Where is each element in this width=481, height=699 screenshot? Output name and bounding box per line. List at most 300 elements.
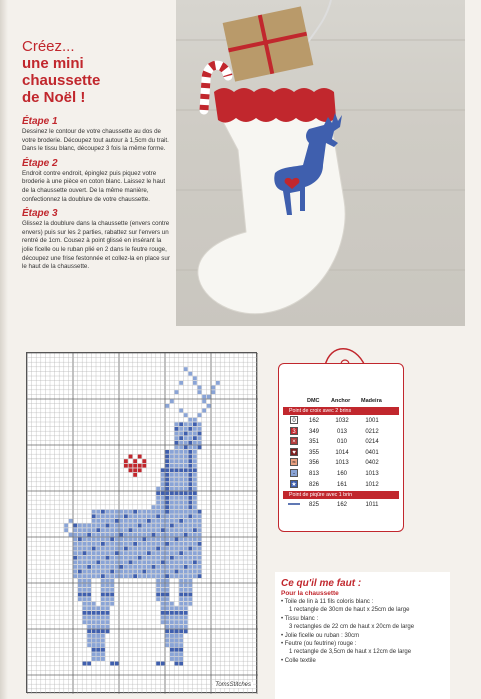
stitch-cell (73, 565, 77, 569)
stitch-cell (73, 542, 77, 546)
stitch-cell (198, 524, 202, 528)
key-dmc-value: 826 (308, 481, 319, 488)
stitch-cell (161, 519, 165, 523)
stitch-cell (175, 473, 179, 477)
stitch-cell (175, 510, 179, 514)
stitch-cell (188, 441, 192, 445)
stitch-cell (184, 464, 188, 468)
stitch-cell (188, 510, 192, 514)
stitch-cell (101, 533, 105, 537)
stitch-cell (179, 657, 183, 661)
stitch-cell (165, 537, 169, 541)
stitch-cell (165, 528, 169, 532)
stitch-cell (101, 643, 105, 647)
stitch-cell (202, 399, 206, 403)
stitch-cell (198, 432, 202, 436)
stitch-cell (92, 606, 96, 610)
stitch-cell (184, 542, 188, 546)
stitch-cell (188, 496, 192, 500)
stitch-cell (106, 593, 110, 597)
stitch-cell (188, 432, 192, 436)
stitch-cell (92, 620, 96, 624)
stitch-cell (64, 524, 68, 528)
stitch-cell (96, 551, 100, 555)
stitch-cell (92, 551, 96, 555)
stitch-cell (161, 597, 165, 601)
stitch-cell (179, 643, 183, 647)
stitch-cell (170, 505, 174, 509)
stitch-cell (142, 565, 146, 569)
stitch-cell (184, 560, 188, 564)
stitch-cell (110, 510, 114, 514)
stitch-cell (152, 556, 156, 560)
stitch-cell (161, 537, 165, 541)
stitch-cell (142, 459, 146, 463)
stitch-cell (129, 542, 133, 546)
stitch-cell (161, 533, 165, 537)
stitch-cell (170, 560, 174, 564)
stitch-cell (156, 528, 160, 532)
stitch-cell (129, 560, 133, 564)
stitch-cell (156, 551, 160, 555)
materials-item: 3 rectangles de 22 cm de haut x 20cm de large (289, 624, 415, 631)
stitch-cell (138, 551, 142, 555)
stitch-cell (184, 436, 188, 440)
stitch-cell (106, 551, 110, 555)
stitch-cell (184, 588, 188, 592)
stitch-cell (179, 445, 183, 449)
stitch-cell (161, 583, 165, 587)
stitch-cell (106, 579, 110, 583)
stitch-cell (129, 468, 133, 472)
stitch-cell (106, 606, 110, 610)
stitch-cell (92, 510, 96, 514)
key-band-backstitch: Point de piqûre avec 1 brin (283, 491, 399, 499)
stitch-cell (179, 487, 183, 491)
stocking-photo (176, 0, 465, 326)
key-row (279, 480, 403, 491)
stitch-cell (184, 482, 188, 486)
stitch-cell (124, 510, 128, 514)
key-row (279, 469, 403, 480)
stitch-cell (165, 643, 169, 647)
stitch-cell (115, 528, 119, 532)
stitch-cell (175, 547, 179, 551)
stitch-cell (106, 556, 110, 560)
stitch-cell (188, 519, 192, 523)
stitch-cell (106, 629, 110, 633)
stitch-cell (83, 547, 87, 551)
key-dmc-value: 355 (308, 449, 319, 456)
stitch-cell (188, 547, 192, 551)
stitch-cell (83, 565, 87, 569)
stitch-cell (170, 565, 174, 569)
stitch-cell (124, 514, 128, 518)
stitch-cell (138, 524, 142, 528)
stitch-cell (110, 519, 114, 523)
stitch-cell (165, 524, 169, 528)
stitch-cell (129, 510, 133, 514)
stitch-cell (193, 468, 197, 472)
stitch-cell (96, 519, 100, 523)
stitch-cell (161, 588, 165, 592)
stitch-cell (184, 616, 188, 620)
stitch-cell (165, 547, 169, 551)
stitch-cell (170, 487, 174, 491)
stitch-cell (175, 459, 179, 463)
stitch-cell (83, 611, 87, 615)
step-2-heading: Étape 2 (22, 157, 58, 169)
stitch-cell (170, 450, 174, 454)
materials-item: 1 rectangle de 3,5cm de haut x 12cm de large (289, 649, 412, 656)
stitch-cell (96, 537, 100, 541)
stitch-cell (73, 574, 77, 578)
stitch-cell (124, 565, 128, 569)
stitch-cell (142, 528, 146, 532)
stitch-cell (184, 625, 188, 629)
stitch-cell (106, 560, 110, 564)
stitch-cell (193, 510, 197, 514)
stitch-cell (179, 593, 183, 597)
stitch-cell (124, 464, 128, 468)
stitch-cell (179, 422, 183, 426)
stitch-cell (92, 570, 96, 574)
stitch-cell (87, 611, 91, 615)
stitch-cell (175, 620, 179, 624)
stitch-cell (106, 514, 110, 518)
stitch-cell (142, 464, 146, 468)
stitch-symbol-icon: 0 (290, 416, 298, 424)
stitch-cell (92, 514, 96, 518)
stitch-cell (106, 519, 110, 523)
stitch-cell (165, 501, 169, 505)
stitch-cell (78, 579, 82, 583)
stitch-cell (179, 455, 183, 459)
stitch-cell (198, 427, 202, 431)
stitch-cell (175, 455, 179, 459)
key-header-anchor: Anchor (331, 398, 351, 404)
stitch-cell (115, 514, 119, 518)
stitch-cell (138, 464, 142, 468)
stitch-cell (170, 528, 174, 532)
stitch-cell (184, 611, 188, 615)
stitch-cell (142, 570, 146, 574)
stitch-cell (179, 597, 183, 601)
stitch-cell (110, 514, 114, 518)
stitch-cell (147, 574, 151, 578)
stitch-cell (184, 505, 188, 509)
stitch-cell (184, 551, 188, 555)
stitch-cell (184, 441, 188, 445)
stitch-cell (101, 556, 105, 560)
stitch-cell (179, 459, 183, 463)
stitch-cell (188, 427, 192, 431)
stitch-cell (156, 491, 160, 495)
stitch-cell (198, 514, 202, 518)
stitch-cell (175, 501, 179, 505)
stitch-cell (175, 390, 179, 394)
stitch-cell (184, 478, 188, 482)
step-3-heading: Étape 3 (22, 208, 58, 220)
stitch-cell (179, 468, 183, 472)
stitch-cell (78, 583, 82, 587)
stitch-cell (152, 519, 156, 523)
stitch-cell (179, 537, 183, 541)
stitch-cell (188, 468, 192, 472)
stitch-cell (184, 629, 188, 633)
stitch-cell (193, 432, 197, 436)
stitch-cell (188, 597, 192, 601)
stitch-cell (193, 542, 197, 546)
stitch-cell (87, 629, 91, 633)
stitch-cell (193, 482, 197, 486)
stitch-cell (161, 565, 165, 569)
stitch-cell (175, 533, 179, 537)
stitch-cell (175, 556, 179, 560)
stitch-cell (188, 583, 192, 587)
stitch-cell (193, 519, 197, 523)
stitch-cell (87, 588, 91, 592)
stitch-cell (184, 450, 188, 454)
stitch-symbol-icon: - (290, 469, 298, 477)
stitch-cell (165, 542, 169, 546)
stitch-cell (156, 556, 160, 560)
stitch-cell (101, 616, 105, 620)
stitch-cell (87, 528, 91, 532)
stitch-cell (184, 597, 188, 601)
stitch-cell (142, 524, 146, 528)
stitch-cell (110, 556, 114, 560)
stitch-cell (133, 565, 137, 569)
stitch-cell (129, 528, 133, 532)
key-row (279, 416, 403, 427)
stitch-cell (87, 643, 91, 647)
stitch-cell (156, 537, 160, 541)
stitch-cell (193, 427, 197, 431)
stitch-cell (165, 634, 169, 638)
stitch-cell (175, 427, 179, 431)
stitch-cell (110, 574, 114, 578)
stitch-cell (184, 606, 188, 610)
stitch-cell (165, 570, 169, 574)
stitch-cell (96, 528, 100, 532)
stitch-cell (165, 519, 169, 523)
stitch-cell (115, 524, 119, 528)
stitch-cell (106, 565, 110, 569)
stitch-cell (96, 657, 100, 661)
stitch-cell (175, 657, 179, 661)
stitch-cell (188, 436, 192, 440)
stitch-cell (161, 611, 165, 615)
stitch-cell (83, 588, 87, 592)
stitch-cell (170, 459, 174, 463)
stitch-cell (138, 533, 142, 537)
stitch-cell (161, 556, 165, 560)
stitch-cell (184, 556, 188, 560)
stitch-cell (138, 556, 142, 560)
stitch-cell (138, 542, 142, 546)
stitch-cell (147, 542, 151, 546)
stitch-cell (138, 510, 142, 514)
stitch-cell (165, 639, 169, 643)
stitch-cell (170, 639, 174, 643)
stitch-cell (101, 560, 105, 564)
stitch-cell (188, 418, 192, 422)
key-anchor-value: 160 (336, 470, 347, 477)
stitch-cell (119, 519, 123, 523)
stitch-cell (179, 381, 183, 385)
stitch-cell (193, 491, 197, 495)
stitch-cell (165, 404, 169, 408)
stitch-cell (115, 510, 119, 514)
stitch-cell (170, 611, 174, 615)
stitch-cell (152, 574, 156, 578)
stitch-cell (179, 409, 183, 413)
stitch-cell (106, 620, 110, 624)
stitch-cell (165, 602, 169, 606)
stitch-cell (78, 524, 82, 528)
stitch-cell (106, 533, 110, 537)
stitch-cell (188, 422, 192, 426)
stitch-cell (106, 570, 110, 574)
chart-grid (27, 353, 258, 694)
stitch-cell (175, 625, 179, 629)
stitch-cell (110, 528, 114, 532)
stitch-cell (92, 643, 96, 647)
stitch-cell (133, 537, 137, 541)
key-row (279, 448, 403, 459)
stitch-cell (170, 620, 174, 624)
stitch-cell (96, 547, 100, 551)
stitch-cell (170, 542, 174, 546)
stitch-cell (198, 570, 202, 574)
stitch-cell (78, 528, 82, 532)
stitch-cell (179, 620, 183, 624)
stitch-cell (147, 556, 151, 560)
stitch-cell (184, 367, 188, 371)
stitch-cell (110, 533, 114, 537)
stitch-cell (188, 565, 192, 569)
stitch-cell (165, 478, 169, 482)
stitch-cell (142, 514, 146, 518)
stitch-cell (198, 386, 202, 390)
stitch-cell (119, 510, 123, 514)
stitch-cell (101, 514, 105, 518)
stitch-cell (152, 528, 156, 532)
stitch-cell (170, 556, 174, 560)
stitch-cell (161, 547, 165, 551)
stitch-cell (161, 560, 165, 564)
stitch-cell (193, 445, 197, 449)
stitch-cell (193, 478, 197, 482)
stitch-cell (188, 491, 192, 495)
stitch-cell (161, 473, 165, 477)
stitch-cell (101, 565, 105, 569)
stitch-cell (170, 464, 174, 468)
stitch-cell (179, 519, 183, 523)
stitch-cell (165, 464, 169, 468)
stitch-cell (161, 551, 165, 555)
stitch-cell (193, 450, 197, 454)
stitch-cell (73, 551, 77, 555)
stitch-cell (83, 537, 87, 541)
stitch-cell (119, 542, 123, 546)
stitch-cell (152, 505, 156, 509)
stitch-cell (87, 620, 91, 624)
stitch-cell (188, 478, 192, 482)
stitch-cell (170, 514, 174, 518)
stitch-cell (124, 556, 128, 560)
stitch-cell (179, 432, 183, 436)
stitch-cell (129, 519, 133, 523)
stitch-cell (106, 528, 110, 532)
key-anchor-value: 161 (336, 481, 347, 488)
cross-stitch-chart (26, 352, 257, 693)
stitch-cell (184, 445, 188, 449)
key-band-cross-stitch: Point de croix avec 2 brins (283, 407, 399, 415)
stitch-cell (175, 468, 179, 472)
stitch-cell (106, 625, 110, 629)
stitch-cell (106, 588, 110, 592)
materials-item: • Colle textile (281, 657, 316, 664)
stitch-cell (179, 482, 183, 486)
stitch-cell (188, 593, 192, 597)
stitch-cell (92, 629, 96, 633)
stitch-cell (101, 652, 105, 656)
stitch-symbol-icon: ≈ (290, 458, 298, 466)
stitch-cell (96, 560, 100, 564)
key-dmc-value: 162 (308, 418, 319, 424)
stitch-cell (124, 570, 128, 574)
stitch-cell (156, 514, 160, 518)
stitch-cell (110, 524, 114, 528)
stitch-cell (175, 551, 179, 555)
stitch-cell (133, 473, 137, 477)
stitch-cell (92, 547, 96, 551)
stitch-cell (106, 583, 110, 587)
stitch-cell (96, 556, 100, 560)
stitch-cell (138, 570, 142, 574)
stitch-cell (87, 542, 91, 546)
page-gutter (0, 0, 8, 699)
stitch-cell (87, 547, 91, 551)
stitch-cell (161, 496, 165, 500)
stitch-cell (184, 422, 188, 426)
stitch-cell (184, 602, 188, 606)
stitch-cell (96, 652, 100, 656)
step-1-heading: Étape 1 (22, 116, 58, 127)
stitch-cell (129, 455, 133, 459)
stitch-cell (96, 510, 100, 514)
stitch-cell (184, 459, 188, 463)
stitch-cell (147, 537, 151, 541)
stitch-cell (175, 560, 179, 564)
stitch-cell (184, 501, 188, 505)
stitch-cell (188, 551, 192, 555)
stitch-cell (188, 464, 192, 468)
stitch-cell (198, 422, 202, 426)
stitch-cell (101, 606, 105, 610)
stitch-cell (193, 441, 197, 445)
stitch-cell (147, 551, 151, 555)
stitch-cell (73, 524, 77, 528)
stitch-cell (96, 524, 100, 528)
stitch-cell (202, 409, 206, 413)
stitch-cell (193, 459, 197, 463)
backstitch-anchor: 162 (336, 502, 347, 509)
stitch-cell (133, 464, 137, 468)
stitch-cell (115, 556, 119, 560)
